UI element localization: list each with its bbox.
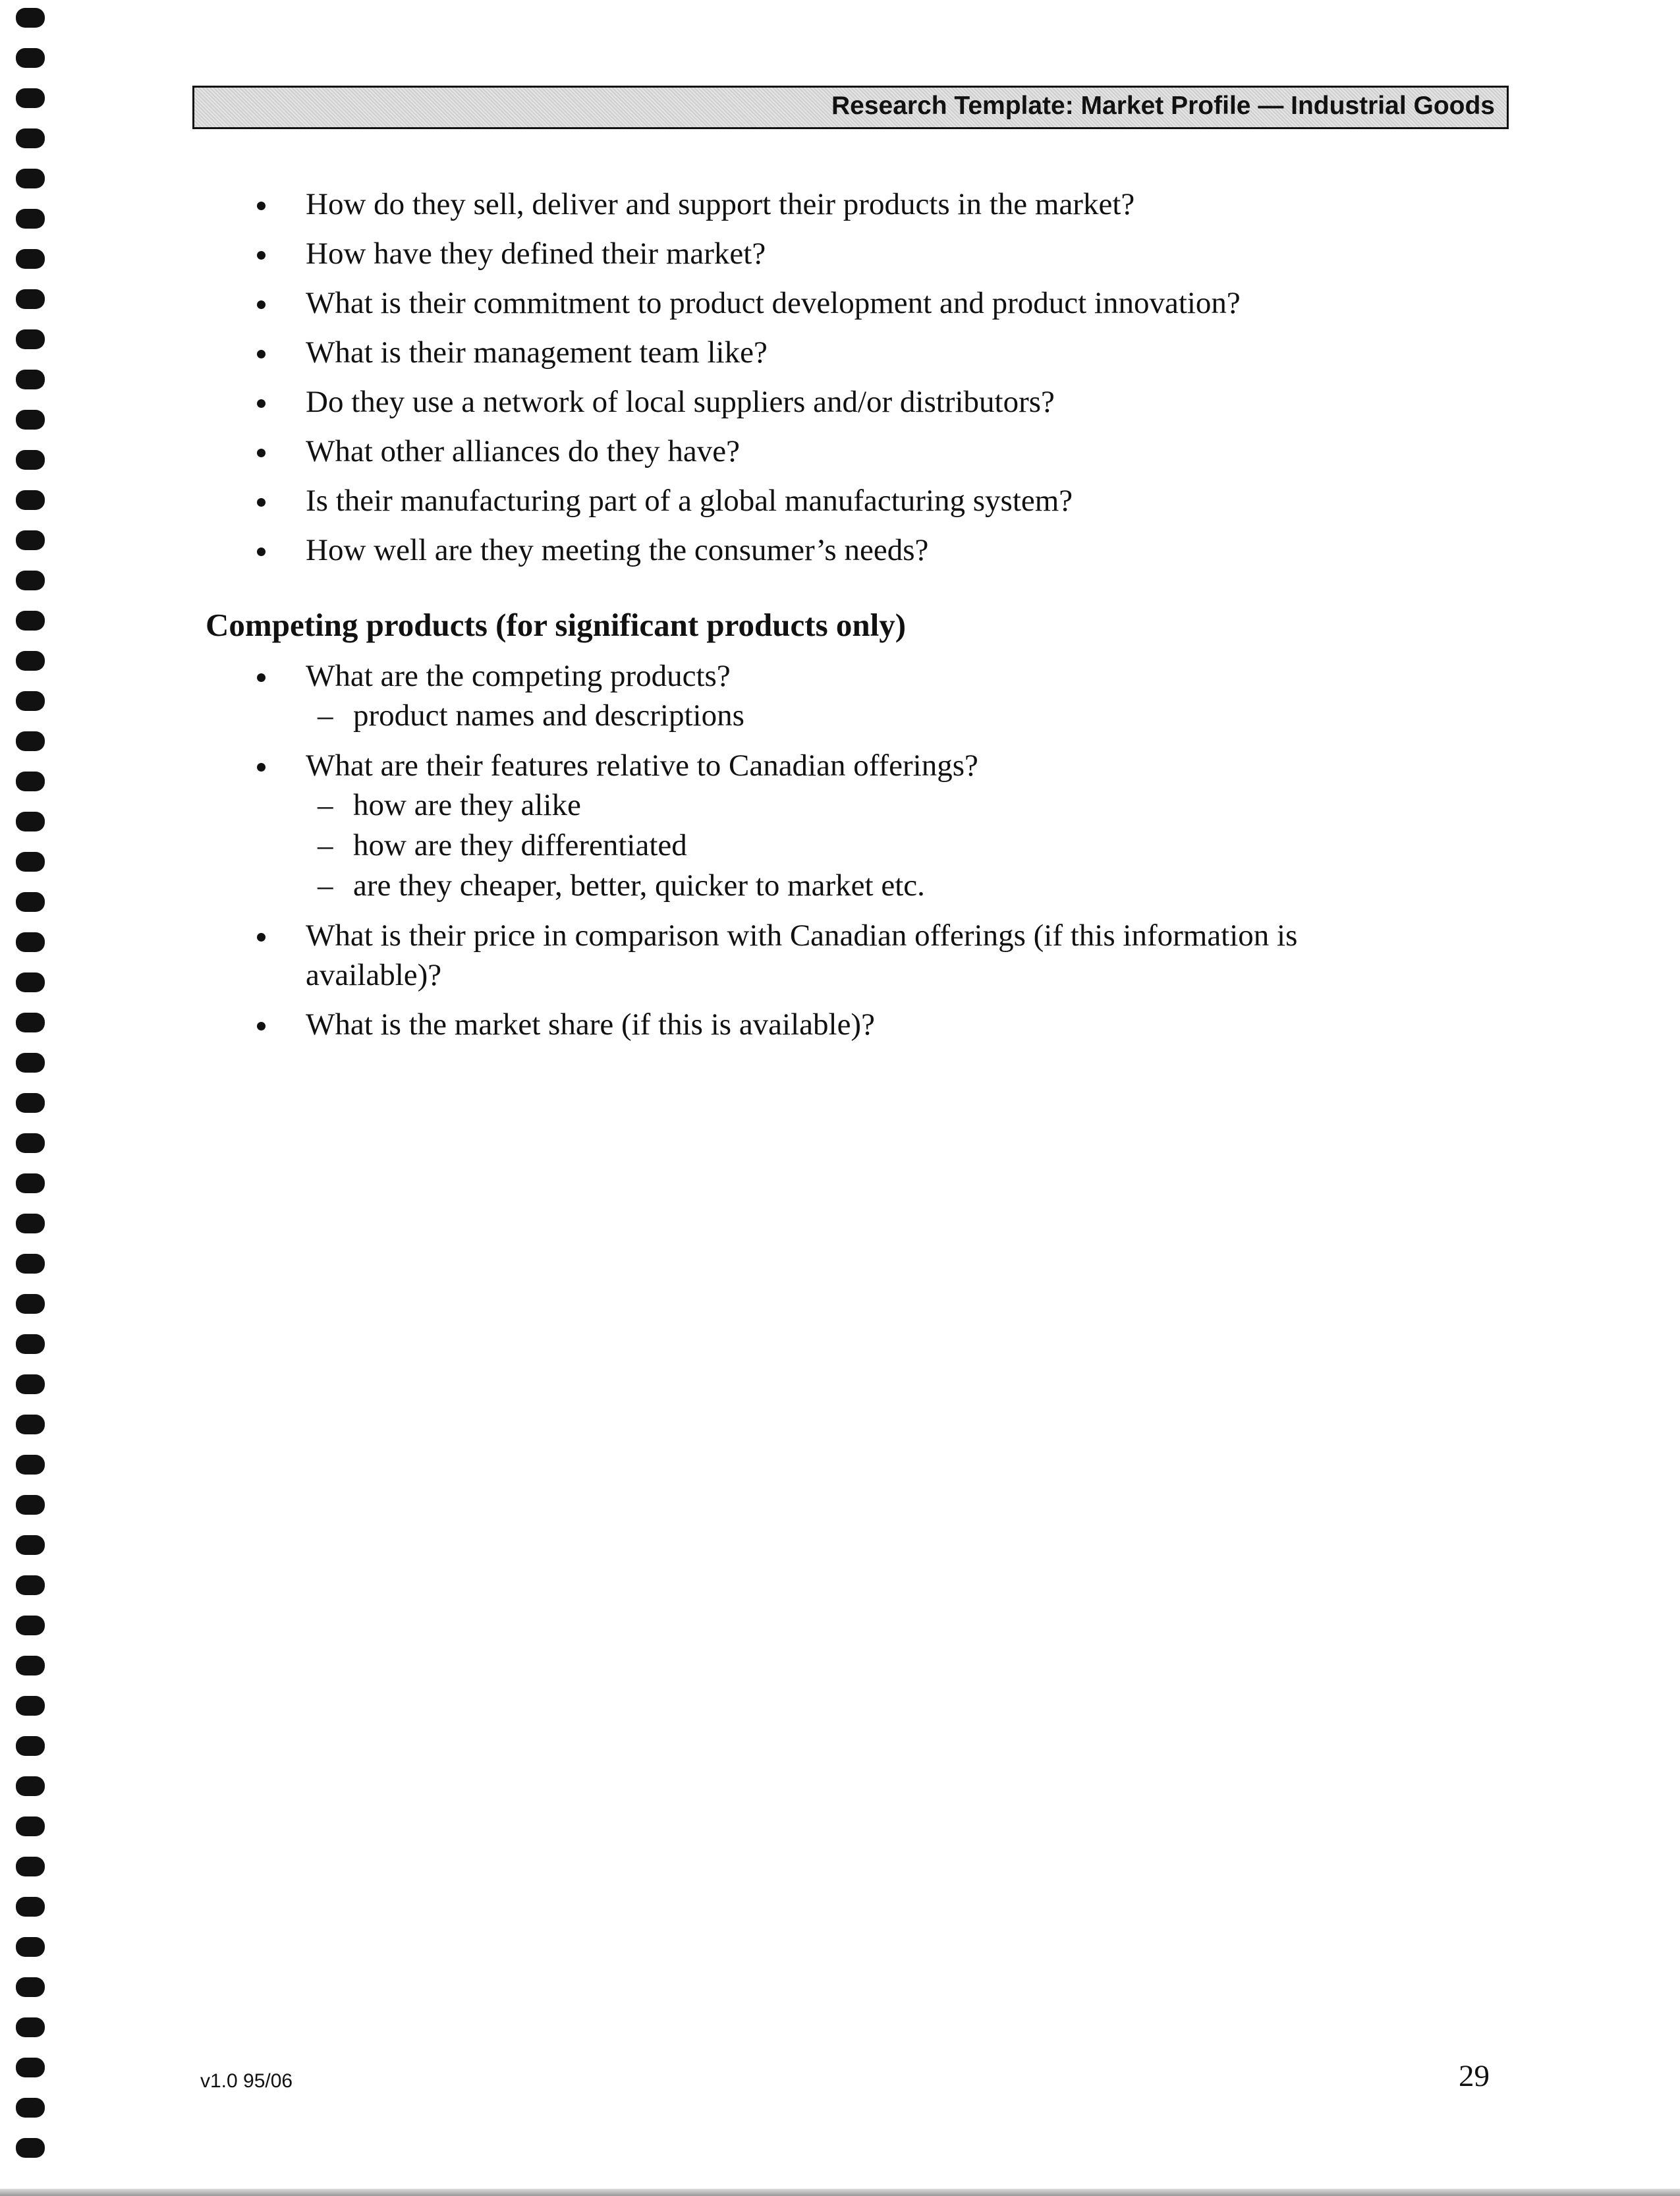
competing-item: [0, 656, 1373, 736]
binding-hole: [16, 1857, 45, 1876]
sub-item: – product names and descriptions: [306, 696, 1373, 736]
version-label: v1.0 95/06: [200, 2070, 293, 2092]
binding-hole: [16, 611, 45, 631]
binding-hole: [16, 1254, 45, 1274]
binding-hole: [16, 1053, 45, 1073]
sub-list: [306, 696, 1373, 736]
question-text: How do they sell, deliver and support their products in the market?: [306, 187, 1135, 221]
competing-item: [0, 746, 1373, 906]
competing-products-list: [0, 656, 1373, 1044]
binding-hole: [16, 1093, 45, 1113]
sub-item: – how are they differentiated: [306, 826, 1373, 866]
binding-hole: [16, 8, 45, 28]
binding-hole: [16, 1173, 45, 1193]
question-item: [0, 234, 1373, 273]
question-item: [0, 333, 1373, 372]
binding-hole: [16, 1776, 45, 1796]
question-item: [0, 283, 1373, 323]
binding-hole: [16, 1696, 45, 1716]
binding-hole: [16, 1616, 45, 1635]
binding-hole: [16, 1294, 45, 1314]
competing-item-text: What are the competing products?: [306, 659, 731, 693]
question-item: [0, 382, 1373, 422]
competing-item: [0, 1005, 1373, 1044]
binding-hole: [16, 1736, 45, 1756]
page-number: 29: [1459, 2059, 1490, 2093]
question-text: How have they defined their market?: [306, 237, 766, 271]
question-text: What other alliances do they have?: [306, 434, 741, 468]
sub-item: – are they cheaper, better, quicker to market etc.: [306, 866, 1373, 906]
header-bar: [192, 86, 1509, 129]
question-text: What is their commitment to product development and product innovation?: [306, 286, 1241, 320]
binding-hole: [16, 128, 45, 148]
binding-hole: [16, 1455, 45, 1475]
page-bottom-edge: [0, 2189, 1680, 2196]
question-text: Do they use a network of local suppliers and/or distributors?: [306, 385, 1055, 419]
header-title: Research Template: Market Profile — Industrial Goods: [831, 92, 1495, 120]
binding-hole: [16, 88, 45, 108]
question-text: How well are they meeting the consumer’s needs?: [306, 533, 929, 567]
binding-hole: [16, 1656, 45, 1675]
question-item: [0, 432, 1373, 471]
questions-list: [0, 184, 1373, 570]
binding-hole: [16, 1937, 45, 1957]
binding-hole: [16, 1816, 45, 1836]
section-heading: Competing products (for significant products only): [206, 607, 907, 643]
questions-section: [0, 184, 1373, 580]
sub-list: [306, 785, 1373, 906]
binding-hole: [16, 1374, 45, 1394]
binding-hole: [16, 1977, 45, 1997]
binding-hole: [16, 1575, 45, 1595]
binding-hole: [16, 2098, 45, 2118]
competing-item: [0, 916, 1373, 995]
question-text: Is their manufacturing part of a global manufacturing system?: [306, 484, 1073, 518]
binding-hole: [16, 1415, 45, 1434]
competing-item-text: What is their price in comparison with Canadian offerings (if this information is available)?: [306, 918, 1298, 992]
binding-hole: [16, 1535, 45, 1555]
question-text: What is their management team like?: [306, 335, 768, 370]
competing-products-section: [0, 656, 1373, 1054]
sub-item: – how are they alike: [306, 785, 1373, 826]
question-item: [0, 530, 1373, 570]
competing-item-text: What are their features relative to Canadian offerings?: [306, 748, 978, 783]
binding-hole: [16, 48, 45, 68]
binding-hole: [16, 1897, 45, 1917]
binding-hole: [16, 2058, 45, 2077]
competing-item-text: What is the market share (if this is available)?: [306, 1007, 875, 1042]
binding-hole: [16, 1214, 45, 1233]
question-item: [0, 481, 1373, 521]
binding-hole: [16, 1495, 45, 1515]
binding-hole: [16, 2138, 45, 2158]
binding-hole: [16, 1334, 45, 1354]
question-item: [0, 184, 1373, 224]
binding-hole: [16, 1133, 45, 1153]
binding-hole: [16, 2017, 45, 2037]
